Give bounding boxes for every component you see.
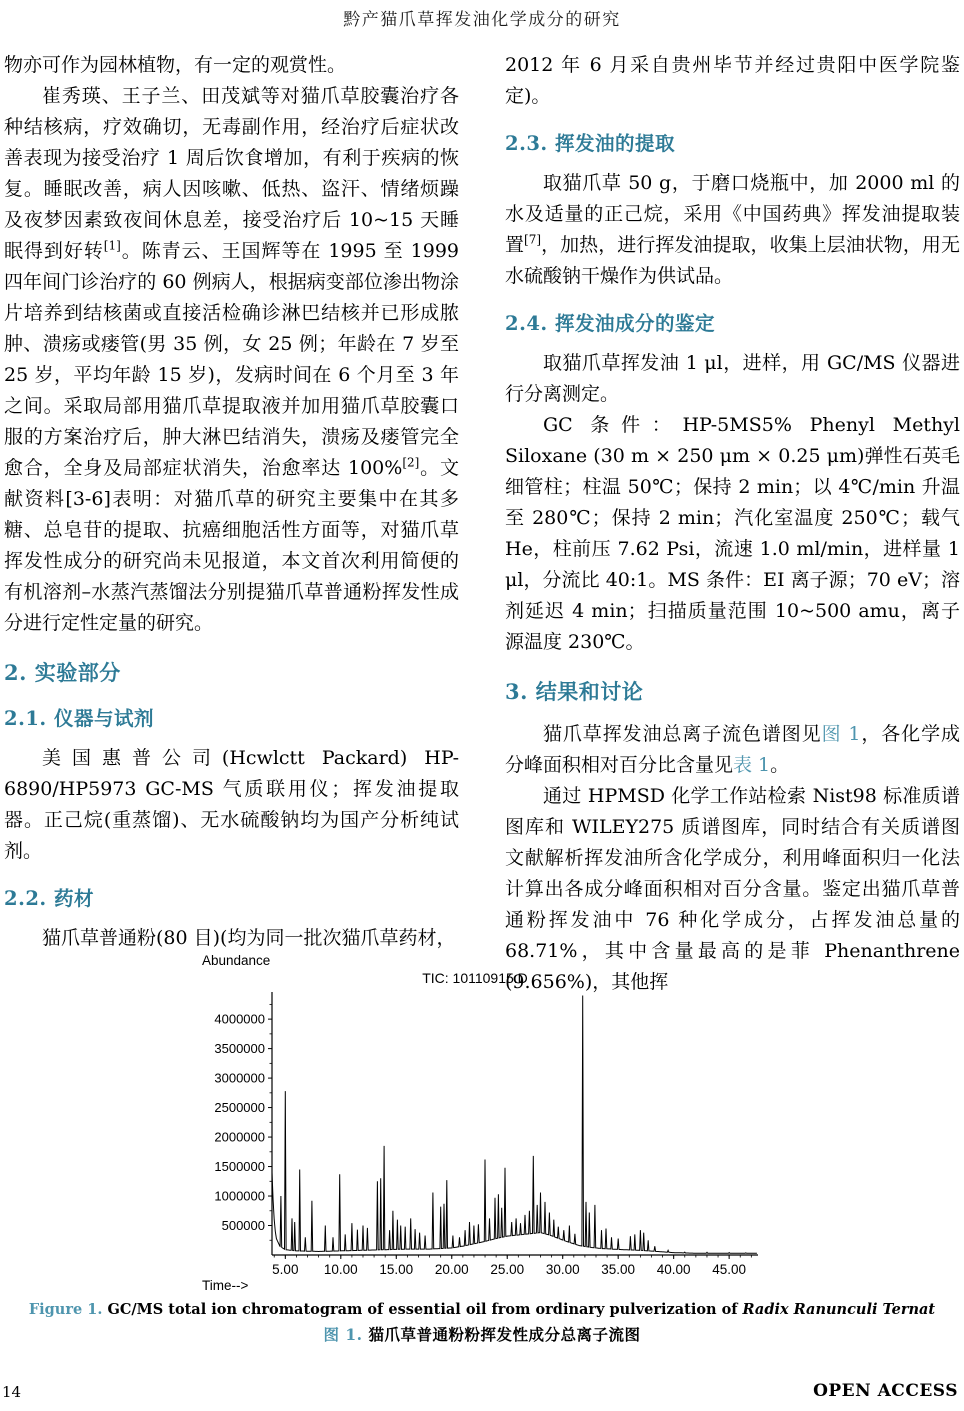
x-tick-label: 30.00 — [545, 1262, 580, 1277]
y-tick-label: 500000 — [221, 1218, 265, 1234]
x-tick-label: 25.00 — [490, 1262, 525, 1277]
body-paragraph — [4, 743, 459, 867]
section-heading: 2.4. 挥发油成分的鉴定 — [505, 312, 716, 335]
chromatogram-chart — [180, 952, 800, 1304]
x-tick-label: 20.00 — [434, 1262, 469, 1277]
tic-trace — [272, 996, 757, 1254]
x-axis-label: Time--> — [202, 1278, 249, 1293]
x-tick-label: 5.00 — [272, 1262, 299, 1277]
y-tick-label: 1500000 — [214, 1159, 265, 1175]
x-tick-label: 40.00 — [656, 1262, 691, 1277]
y-tick-label: 3000000 — [214, 1070, 265, 1086]
text-segment: Radix Ranunculi Ternat — [742, 1301, 936, 1318]
text-columns — [4, 50, 960, 998]
x-tick-label: 10.00 — [323, 1262, 358, 1277]
text-segment: 。 — [770, 754, 790, 776]
text-segment: 猫爪草普通粉(80 目)(均为同一批次猫爪草药材， — [42, 927, 456, 949]
x-tick-label: 15.00 — [379, 1262, 414, 1277]
y-tick-label: 3500000 — [214, 1041, 265, 1057]
superscript-ref: [2] — [402, 455, 420, 470]
section-heading: 2.3. 挥发油的提取 — [505, 132, 676, 155]
left-column — [4, 50, 459, 998]
text-segment: ，加热，进行挥发油提取，收集上层油状物，用无水硫酸钠干燥作为供试品。 — [505, 234, 960, 287]
chromatogram-figure — [180, 952, 800, 1304]
text-segment: 取猫爪草挥发油 1 μl，进样，用 GC/MS 仪器进行分离测定。 — [505, 352, 960, 405]
text-segment: 通过 HPMSD 化学工作站检索 Nist98 标准质谱图库和 WILEY275 质谱图库，同时结合有关质谱图文献解析挥发油所含化学成分，利用峰面积归一化法计算出各成分峰面积相对百分含量。鉴定出猫爪草普通粉挥发油中 76 种化学成分，占挥发油总量的 68.71%，其中含量最高的是菲 Phenanthrene (9.656%)，其他挥 — [505, 785, 960, 993]
right-column — [505, 50, 960, 998]
section-heading: 2. 实验部分 — [4, 660, 121, 685]
section-heading: 2.2. 药材 — [4, 887, 95, 910]
figure-caption-english — [0, 1301, 964, 1318]
cross-ref-link[interactable]: 图 1. — [323, 1325, 363, 1344]
figure-caption-chinese — [0, 1323, 964, 1345]
body-paragraph — [505, 719, 960, 781]
x-tick-label: 45.00 — [712, 1262, 747, 1277]
cross-ref-link[interactable]: 表 1 — [733, 754, 771, 776]
chart-title: TIC: 10110915.D — [422, 970, 528, 986]
page-number: 14 — [2, 1383, 22, 1401]
text-segment: 。陈青云、王国辉等在 1995 至 1999 四年间门诊治疗的 60 例病人，根据病变部位渗出物涂片培养到结核菌或直接活检确诊淋巴结核并已形成脓肿、溃疡或瘘管(男 35 例，女 25 例；年龄在 7 岁至 25 岁，平均年龄 15 岁)，发病时间在 6 个月至 3 年之间。采取局部用猫爪草提取液并加用猫爪草胶囊口服的方案治疗后，肿大淋巴结消失，溃疡及瘘管完全愈合，全身及局部症状消失，治愈率达 100% — [4, 240, 459, 479]
text-segment: GC 条件：HP-5MS5% Phenyl Methyl Siloxane (30 m × 250 μm × 0.25 μm)弹性石英毛细管柱；柱温 50℃；保持 2 min；以 4℃/min 升温至 280℃；保持 2 min；汽化室温度 250℃；载气 He，柱前压 7.62 Psi，流速 1.0 ml/min，进样量 1 μl，分流比 40:1。MS 条件：EI 离子源；70 eV；溶剂延迟 4 min；扫描质量范围 10~500 amu，离子源温度 230℃。 — [505, 414, 960, 653]
text-segment: 2012 年 6 月采自贵州毕节并经过贵阳中医学院鉴定)。 — [505, 54, 960, 107]
body-paragraph — [505, 410, 960, 658]
superscript-ref: [7] — [524, 232, 542, 247]
body-paragraph — [4, 50, 459, 81]
body-paragraph — [505, 348, 960, 410]
text-segment: 猫爪草普通粉粉挥发性成分总离子流图 — [362, 1325, 641, 1344]
y-tick-label: 1000000 — [214, 1188, 265, 1204]
cross-ref-link[interactable]: 图 1 — [821, 723, 861, 745]
text-segment: 美国惠普公司(Hcwlctt Packard) HP-6890/HP5973 GC-MS 气质联用仪；挥发油提取器。正己烷(重蒸馏)、无水硫酸钠均为国产分析纯试剂。 — [4, 747, 459, 862]
body-paragraph — [505, 168, 960, 292]
text-segment: 。文献资料[3-6]表明：对猫爪草的研究主要集中在其多糖、总皂苷的提取、抗癌细胞活性方面等，对猫爪草挥发性成分的研究尚未见报道，本文首次利用简便的有机溶剂–水蒸汽蒸馏法分别提猫爪草普通粉挥发性成分进行定性定量的研究。 — [4, 457, 459, 634]
open-access-label: OPEN ACCESS — [813, 1381, 958, 1401]
y-tick-label: 2000000 — [214, 1129, 265, 1145]
body-paragraph — [505, 50, 960, 112]
superscript-ref: [1] — [103, 238, 121, 253]
text-segment: ，各化学成分峰面积相对百分比含量见 — [505, 723, 960, 776]
text-segment: 猫爪草挥发油总离子流色谱图见 — [543, 723, 822, 745]
cross-ref-link[interactable]: Figure 1. — [28, 1301, 103, 1318]
body-paragraph — [4, 81, 459, 639]
x-tick-label: 35.00 — [601, 1262, 636, 1277]
body-paragraph — [4, 923, 459, 954]
text-segment: 崔秀瑛、王子兰、田茂斌等对猫爪草胶囊治疗各种结核病，疗效确切，无毒副作用，经治疗后症状改善表现为接受治疗 1 周后饮食增加，有利于疾病的恢复。睡眠改善，病人因咳嗽、低热、盗汗、情绪烦躁及夜梦因素致夜间休息差，接受治疗后 10~15 天睡眠得到好转 — [4, 85, 459, 262]
page-title: 黔产猫爪草挥发油化学成分的研究 — [343, 10, 621, 30]
y-tick-label: 4000000 — [214, 1011, 265, 1027]
text-segment: 物亦可作为园林植物，有一定的观赏性。 — [4, 54, 347, 76]
text-segment: GC/MS total ion chromatogram of essential oil from ordinary pulverization of — [102, 1301, 743, 1318]
section-heading: 2.1. 仪器与试剂 — [4, 707, 155, 730]
text-segment: 取猫爪草 50 g，于磨口烧瓶中，加 2000 ml 的水及适量的正己烷，采用《中国药典》挥发油提取装置 — [505, 172, 960, 256]
y-axis-label: Abundance — [202, 953, 271, 968]
y-tick-label: 2500000 — [214, 1100, 265, 1116]
section-heading: 3. 结果和讨论 — [505, 679, 644, 704]
